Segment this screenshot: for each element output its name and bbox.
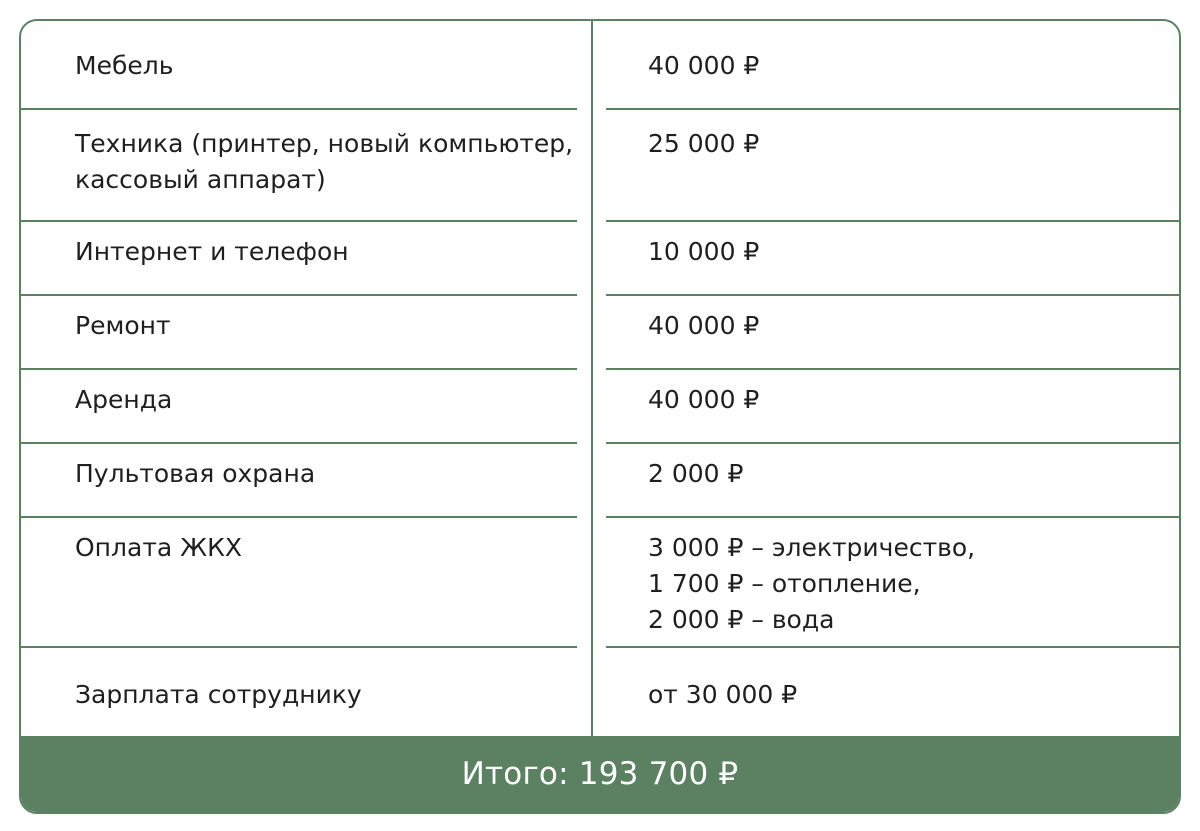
- row-value: [648, 308, 1168, 344]
- row-value-line: 40 000 ₽: [648, 311, 760, 340]
- table-row: [21, 444, 1179, 518]
- row-label: Пультовая охрана: [75, 459, 316, 488]
- row-label: Интернет и телефон: [75, 237, 349, 266]
- total-label: Итого: 193 700 ₽: [461, 756, 739, 792]
- row-value-line: 1 700 ₽ – отопление,: [648, 569, 921, 598]
- total-bar: [21, 736, 1179, 812]
- row-value-line: 40 000 ₽: [648, 385, 760, 414]
- row-value-line: 25 000 ₽: [648, 129, 760, 158]
- row-label: Ремонт: [75, 311, 171, 340]
- row-value: [648, 234, 1168, 270]
- row-value: [648, 48, 1168, 84]
- table-row: [21, 222, 1179, 296]
- row-value-line: 3 000 ₽ – электричество,: [648, 533, 976, 562]
- row-value: [648, 126, 1168, 162]
- table-row: [21, 370, 1179, 444]
- row-label: Мебель: [75, 51, 174, 80]
- row-value-line: от 30 000 ₽: [648, 680, 798, 709]
- expense-table: [19, 19, 1181, 814]
- row-value: [648, 677, 1168, 713]
- table-row: [21, 518, 1179, 648]
- table-row: [21, 296, 1179, 370]
- row-value-line: 2 000 ₽ – вода: [648, 605, 835, 634]
- row-label: Техника (принтер, новый компьютер, кассовый аппарат): [75, 129, 574, 194]
- row-value: [648, 456, 1168, 492]
- row-label: Оплата ЖКХ: [75, 533, 242, 562]
- table-row: [21, 648, 1179, 736]
- row-value-line: 10 000 ₽: [648, 237, 760, 266]
- row-value-line: 40 000 ₽: [648, 51, 760, 80]
- table-row: [21, 110, 1179, 222]
- row-label: Аренда: [75, 385, 173, 414]
- row-label: Зарплата сотруднику: [75, 680, 362, 709]
- row-value: [648, 382, 1168, 418]
- row-value: [648, 530, 1168, 638]
- table-row: [21, 21, 1179, 110]
- row-value-line: 2 000 ₽: [648, 459, 744, 488]
